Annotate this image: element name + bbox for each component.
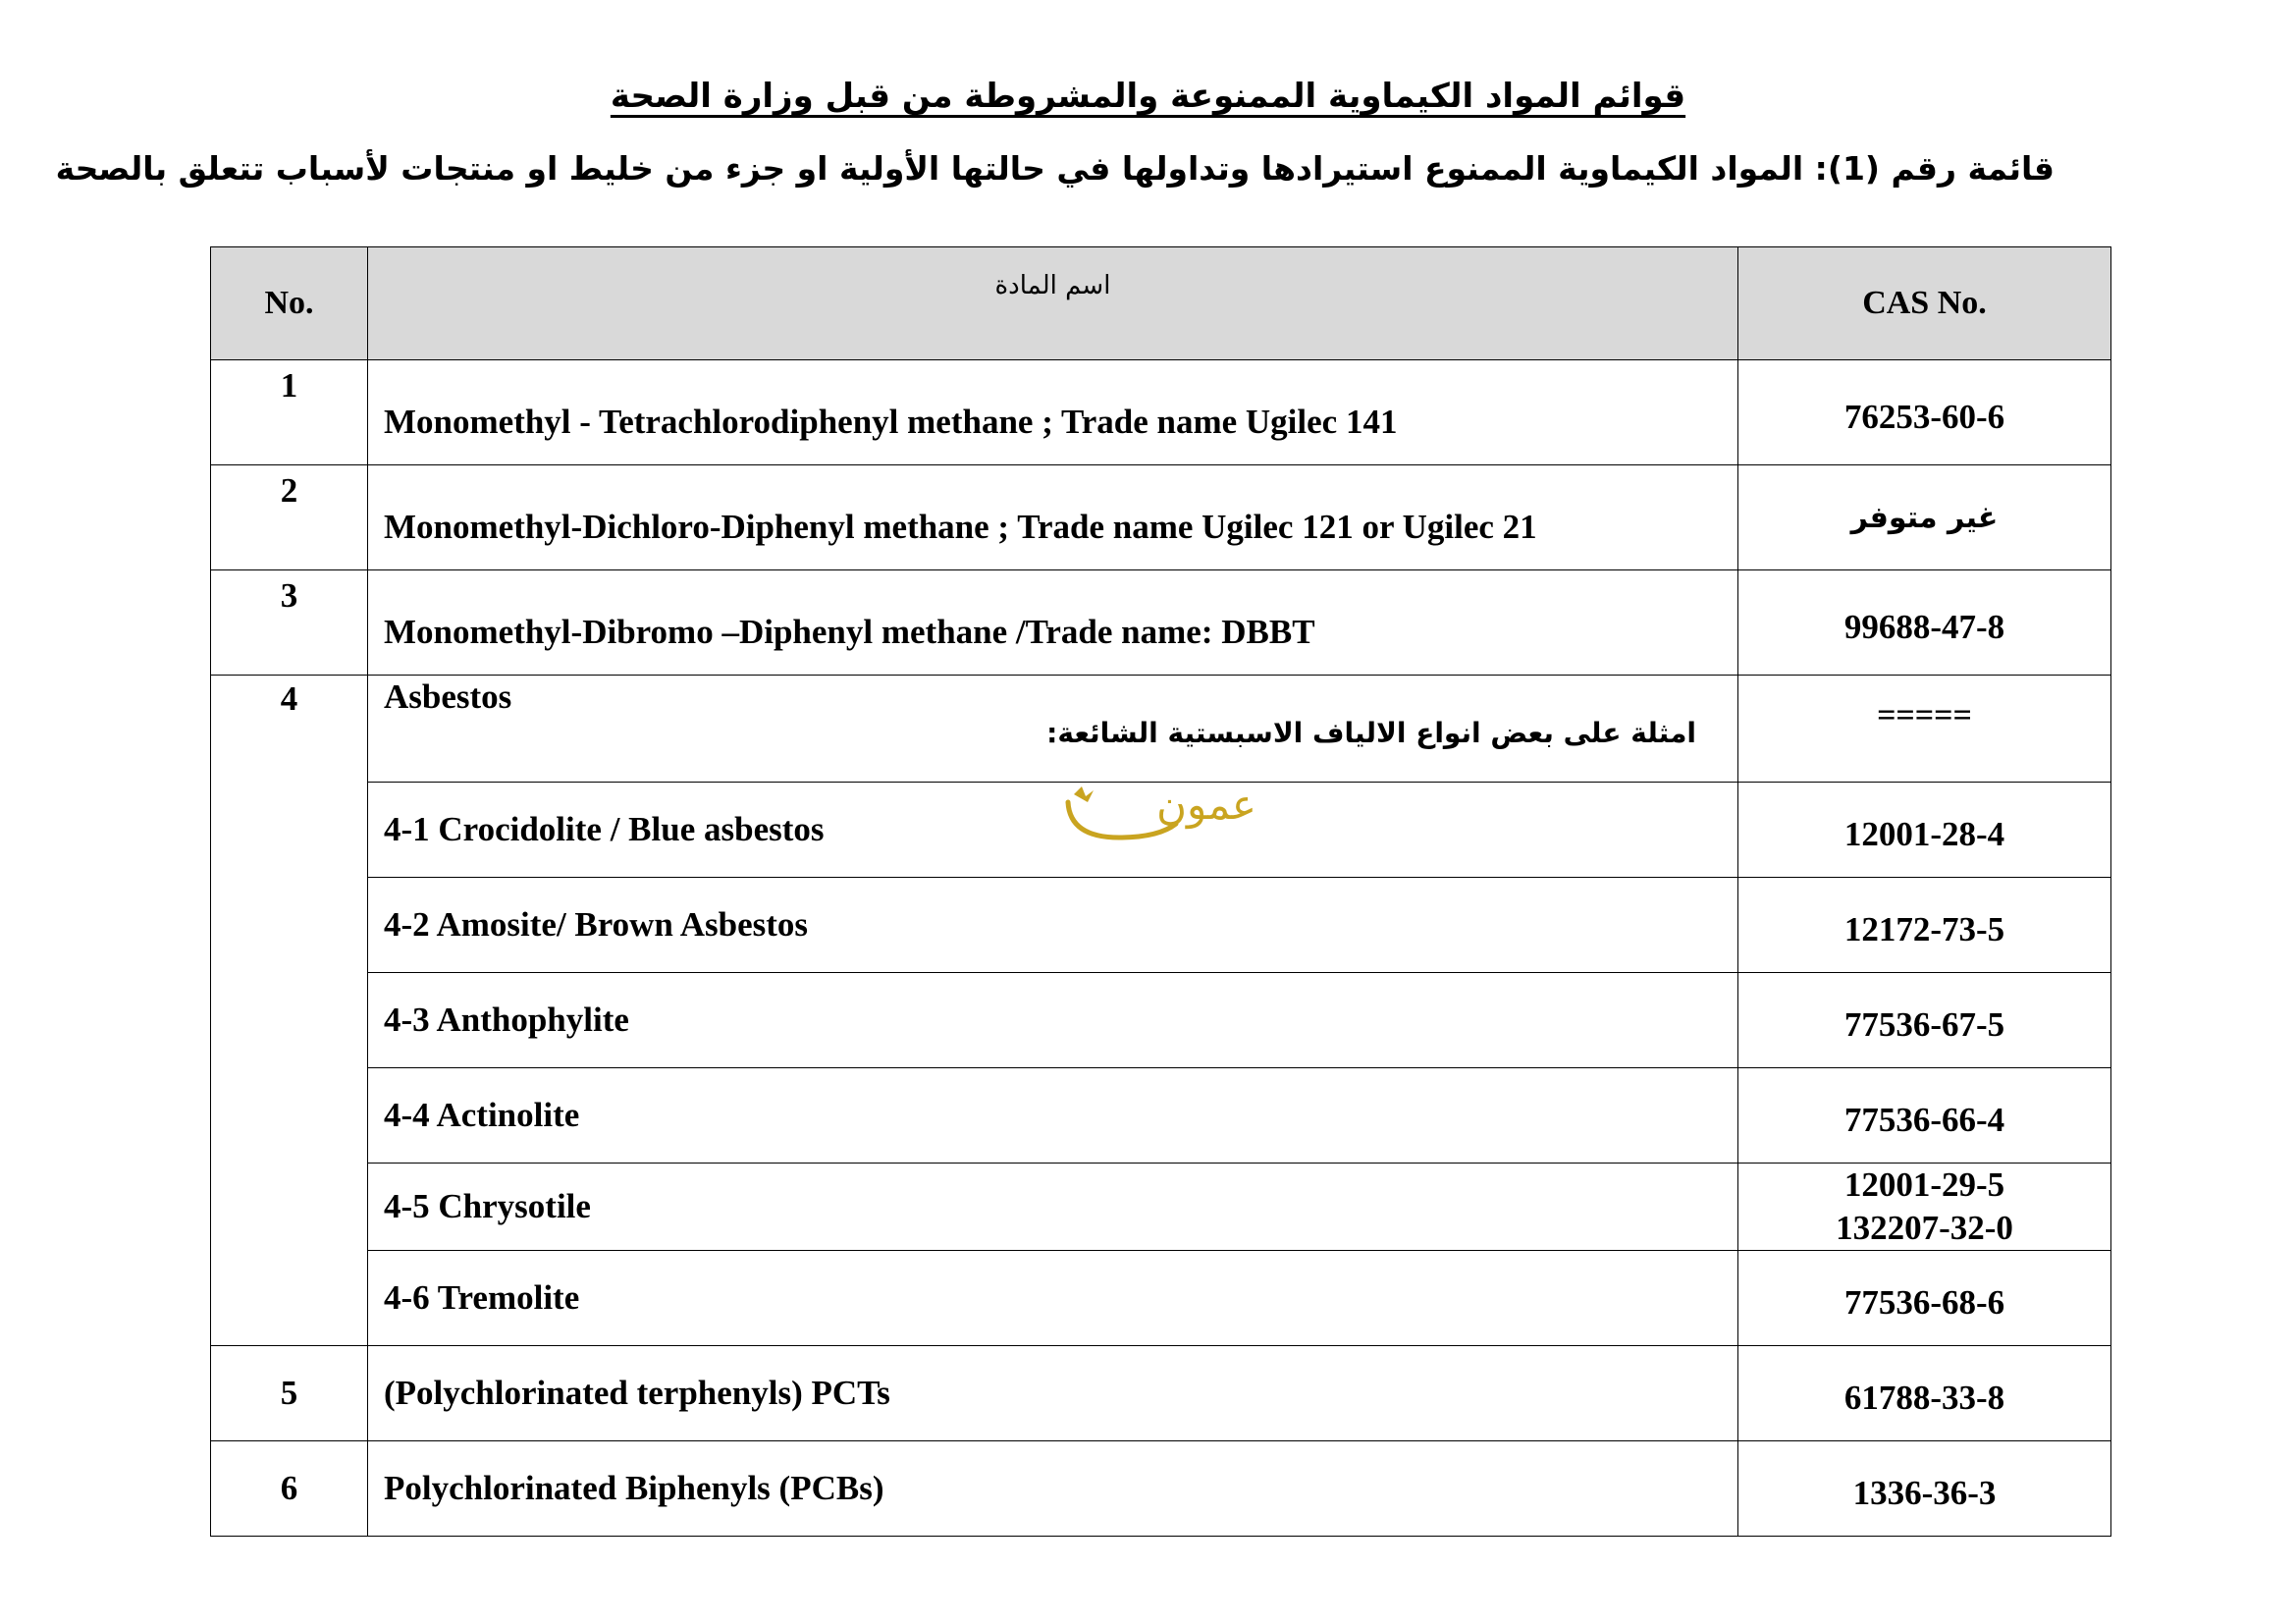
table-row (211, 1251, 2111, 1346)
cas-number: 77536-68-6 (1738, 1251, 2111, 1346)
substance-name: 4-6 Tremolite (368, 1251, 1738, 1346)
header-cas-no: CAS No. (1738, 247, 2111, 360)
substance-name: 4-3 Anthophylite (368, 973, 1738, 1068)
watermark-swoosh-icon (1060, 781, 1256, 851)
table-row (211, 360, 2111, 465)
table-row (211, 1346, 2111, 1441)
row-number: 4 (211, 676, 368, 1346)
substance-name: 4-2 Amosite/ Brown Asbestos (368, 878, 1738, 973)
cas-number: 1336-36-3 (1738, 1441, 2111, 1537)
cas-number: 12001-28-4 (1738, 783, 2111, 878)
cas-number: ===== (1738, 676, 2111, 783)
cas-number: 76253-60-6 (1738, 360, 2111, 465)
chemicals-table (210, 246, 2111, 1537)
substance-name: Monomethyl-Dibromo –Diphenyl methane /Trade name: DBBT (368, 570, 1738, 676)
substance-name: 4-5 Chrysotile (368, 1164, 1738, 1251)
cas-number: 61788-33-8 (1738, 1346, 2111, 1441)
cas-number-primary: 12001-29-5 (1843, 1165, 2005, 1204)
header-no: No. (211, 247, 368, 360)
substance-name: Monomethyl-Dichloro-Diphenyl methane ; Trade name Ugilec 121 or Ugilec 21 (368, 465, 1738, 570)
cas-number-secondary: 132207-32-0 (1836, 1209, 2013, 1247)
row-number: 5 (211, 1346, 368, 1441)
asbestos-note: امثلة على بعض انواع الالياف الاسبستية الشائعة: (1046, 717, 1696, 749)
substance-name: 4-1 Crocidolite / Blue asbestos (368, 783, 1738, 878)
cas-number: 12172-73-5 (1738, 878, 2111, 973)
substance-name: (Polychlorinated terphenyls) PCTs (368, 1346, 1738, 1441)
table-row-asbestos (211, 676, 2111, 783)
table-row (211, 1164, 2111, 1251)
table-row (211, 1068, 2111, 1164)
watermark-logo-text: عمون (1156, 781, 1256, 829)
ammon-watermark (1060, 781, 1256, 851)
table-row (211, 1441, 2111, 1537)
row-number: 3 (211, 570, 368, 676)
substance-name: Polychlorinated Biphenyls (PCBs) (368, 1441, 1738, 1537)
cas-number: غير متوفر (1738, 465, 2111, 570)
row-number: 1 (211, 360, 368, 465)
substance-name: 4-4 Actinolite (368, 1068, 1738, 1164)
table-row (211, 973, 2111, 1068)
row-number: 6 (211, 1441, 368, 1537)
table-header-row (211, 247, 2111, 360)
list-subtitle: قائمة رقم (1): المواد الكيماوية الممنوع استيرادها وتداولها في حالتها الأولية او جزء من خليط او منتجات لأسباب تتعلق بالصحة (55, 149, 2055, 188)
cas-number (1738, 1164, 2111, 1251)
table-row (211, 465, 2111, 570)
substance-name: Asbestos (384, 677, 512, 716)
table-row (211, 878, 2111, 973)
page-title: قوائم المواد الكيماوية الممنوعة والمشروطة من قبل وزارة الصحة (610, 77, 1686, 116)
substance-name: Monomethyl - Tetrachlorodiphenyl methane ; Trade name Ugilec 141 (368, 360, 1738, 465)
cas-number: 77536-66-4 (1738, 1068, 2111, 1164)
header-substance-name: اسم المادة (368, 247, 1738, 360)
table-row (211, 570, 2111, 676)
row-number: 2 (211, 465, 368, 570)
cas-number: 77536-67-5 (1738, 973, 2111, 1068)
cas-number: 99688-47-8 (1738, 570, 2111, 676)
asbestos-cell (368, 676, 1738, 783)
